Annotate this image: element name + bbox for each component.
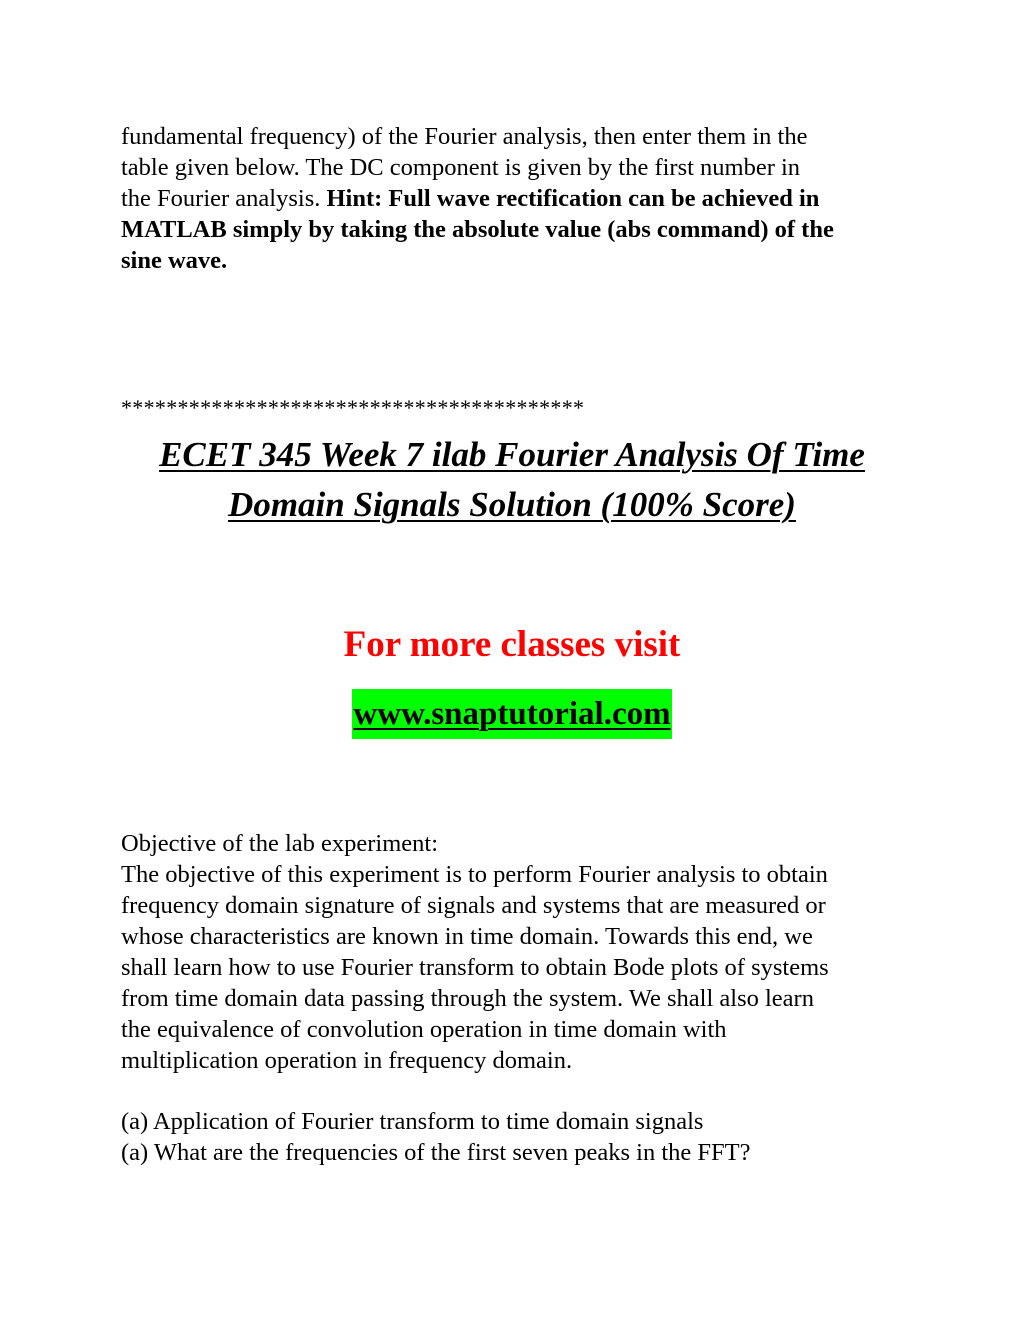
title-line-2: Domain Signals Solution (100% Score) bbox=[228, 485, 796, 524]
hint-line: MATLAB simply by taking the absolute value (abs command) of the bbox=[121, 216, 834, 243]
objective-line: whose characteristics are known in time domain. Towards this end, we bbox=[121, 923, 813, 950]
separator-stars: ***************************************** bbox=[121, 395, 585, 420]
objective-heading: Objective of the lab experiment: bbox=[121, 830, 439, 857]
hint-line: sine wave. bbox=[121, 247, 228, 274]
question-line: (a) Application of Fourier transform to time domain signals bbox=[121, 1108, 704, 1135]
hint-text: Hint: Full wave rectification can be achieved in bbox=[326, 185, 820, 212]
objective-line: shall learn how to use Fourier transform to obtain Bode plots of systems bbox=[121, 954, 829, 981]
objective-line: frequency domain signature of signals and systems that are measured or bbox=[121, 892, 826, 919]
objective-line: The objective of this experiment is to perform Fourier analysis to obtain bbox=[121, 861, 828, 888]
title-line-1: ECET 345 Week 7 ilab Fourier Analysis Of Time bbox=[159, 435, 865, 474]
objective-line: multiplication operation in frequency domain. bbox=[121, 1047, 573, 1074]
intro-line: table given below. The DC component is given by the first number in bbox=[121, 154, 801, 181]
intro-line: fundamental frequency) of the Fourier analysis, then enter them in the bbox=[121, 123, 808, 150]
questions-section bbox=[121, 1106, 921, 1168]
intro-paragraph bbox=[121, 121, 921, 276]
intro-text: the Fourier analysis. bbox=[121, 185, 327, 212]
snaptutorial-link[interactable]: www.snaptutorial.com bbox=[352, 689, 671, 739]
intro-line-with-hint bbox=[121, 183, 921, 214]
question-line: (a) What are the frequencies of the first seven peaks in the FFT? bbox=[121, 1139, 751, 1166]
promo-link-container bbox=[0, 689, 1024, 739]
promo-text: For more classes visit bbox=[343, 624, 681, 665]
objective-line: the equivalence of convolution operation in time domain with bbox=[121, 1016, 727, 1043]
objective-section bbox=[121, 828, 921, 1076]
objective-line: from time domain data passing through the system. We shall also learn bbox=[121, 985, 814, 1012]
page-title bbox=[100, 430, 924, 530]
